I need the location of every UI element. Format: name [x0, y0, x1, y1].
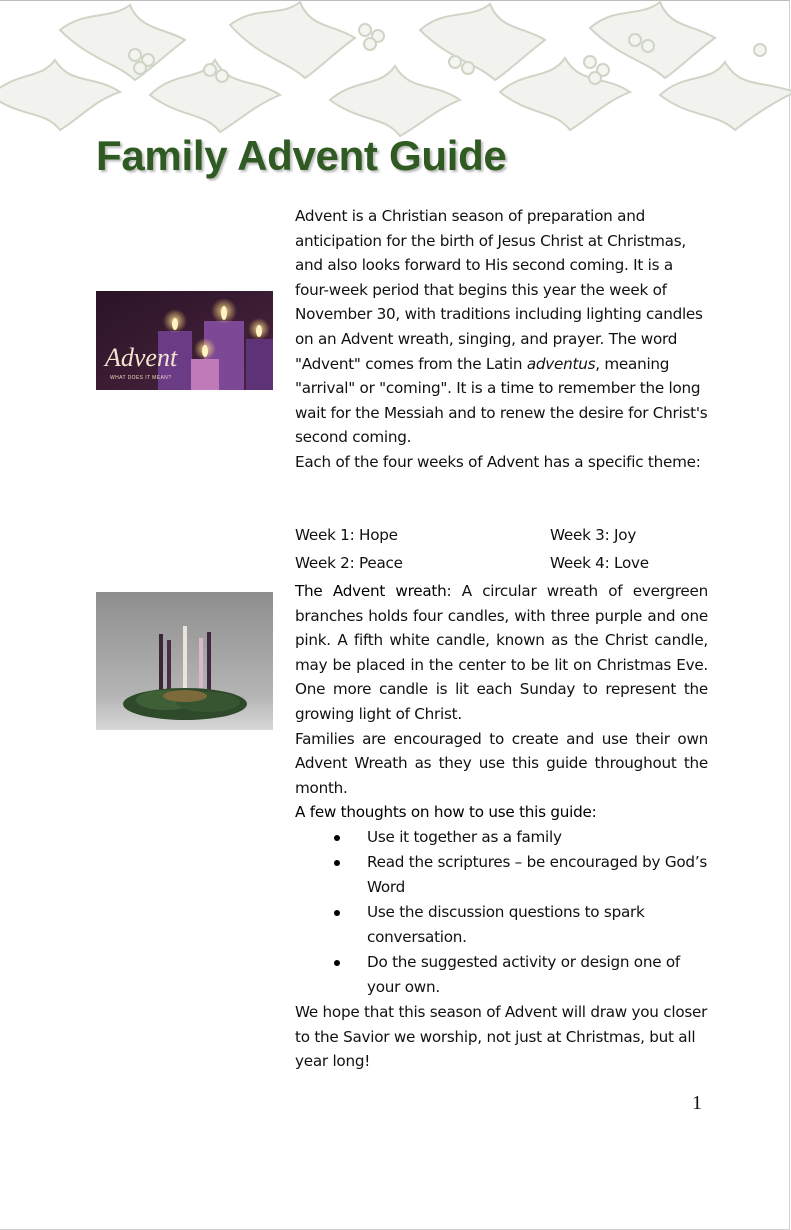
list-item	[295, 900, 708, 950]
bullet-icon	[334, 910, 340, 916]
list-item	[295, 850, 708, 900]
weekly-themes	[295, 523, 708, 579]
intro-section	[295, 204, 708, 475]
intro-paragraph	[295, 204, 708, 450]
week-row	[295, 523, 708, 551]
week-2-theme: Week 2: Peace	[295, 554, 403, 572]
holly-header-decoration	[0, 0, 791, 150]
closing-paragraph: We hope that this season of Advent will draw you closer to the Savior we worship, not just at Christmas, but all year long!	[295, 1002, 708, 1071]
bullet-icon	[334, 960, 340, 966]
advent-image-subcaption: WHAT DOES IT MEAN?	[110, 375, 172, 381]
wreath-text: : A circular wreath of evergreen branches holds four candles, with three purple and one pink. A fifth white candle, known as the Christ candle, may be placed in the center to be lit on Christmas Eve. One more candle is lit each Sunday to represent the growing light of Christ.	[295, 582, 708, 723]
list-item	[295, 825, 708, 850]
intro-text-part1: Advent is a Christian season of preparation and anticipation for the birth of Jesus Christ at Christmas, and also looks forward to His second coming. It is a four-week period that begins this year the week of November 30, with traditions including lighting candles on an Advent wreath, singing, and prayer. The word "Advent" comes from the Latin	[295, 207, 703, 373]
page-title: Family Advent Guide	[96, 132, 507, 179]
advent-wreath-image	[96, 592, 273, 730]
tip-text: Use the discussion questions to spark conversation.	[367, 902, 645, 946]
themes-intro: Each of the four weeks of Advent has a specific theme:	[295, 452, 701, 471]
list-item	[295, 950, 708, 1000]
advent-image-caption: Advent	[105, 343, 178, 372]
tips-heading: A few thoughts on how to use this guide:	[295, 803, 597, 822]
bullet-icon	[334, 860, 340, 866]
page-number: 1	[692, 1092, 702, 1114]
families-paragraph: Families are encouraged to create and use their own Advent Wreath as they use this guide throughout the month.	[295, 729, 708, 797]
advent-candles-image	[96, 291, 273, 390]
tips-list	[295, 825, 708, 1000]
intro-latin-word: adventus	[526, 354, 596, 373]
week-3-theme: Week 3: Joy	[550, 526, 637, 544]
week-4-theme: Week 4: Love	[550, 554, 649, 572]
tip-text: Use it together as a family	[367, 827, 562, 846]
bullet-icon	[334, 835, 340, 841]
tip-text: Read the scriptures – be encouraged by God’s Word	[367, 852, 708, 896]
wreath-paragraph	[295, 579, 708, 727]
wreath-section	[295, 579, 708, 1074]
intro-text-part2: , meaning "arrival" or "coming". It is a time to remember the long wait for the Messiah and to renew the desire for Christ's second coming.	[295, 354, 708, 447]
week-1-theme: Week 1: Hope	[295, 526, 398, 544]
wreath-heading: The Advent wreath	[295, 582, 447, 600]
week-row	[295, 551, 708, 579]
tip-text: Do the suggested activity or design one of your own.	[367, 952, 681, 996]
